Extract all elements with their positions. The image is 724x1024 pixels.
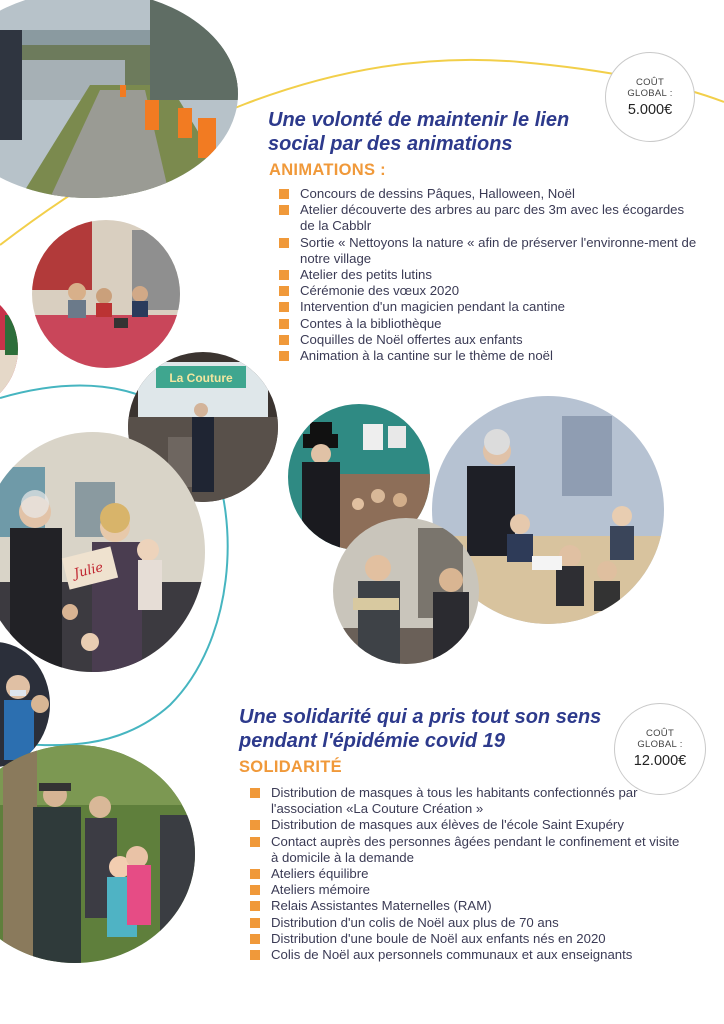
bullet-square-icon (250, 901, 260, 911)
list-item: Cérémonie des vœux 2020 (279, 283, 699, 299)
bullet-square-icon (250, 837, 260, 847)
title-line-1: Une solidarité qui a pris tout son sens (239, 706, 602, 728)
animations-list (279, 186, 699, 364)
list-item: Atelier des petits lutins (279, 267, 699, 283)
list-item: Contact auprès des personnes âgées pendant le confinement et visite à domicile à la demande (250, 834, 690, 866)
list-item: Intervention d'un magicien pendant la cantine (279, 299, 699, 315)
cost-badge-solidarity (614, 703, 706, 795)
list-item: Ateliers équilibre (250, 866, 690, 882)
photo-craft-workshop (32, 220, 180, 368)
bullet-square-icon (279, 319, 289, 329)
list-item: Distribution d'une boule de Noël aux enfants nés en 2020 (250, 931, 690, 947)
list-item: Animation à la cantine sur le thème de noël (279, 348, 699, 364)
bullet-square-icon (279, 286, 289, 296)
bullet-square-icon (250, 885, 260, 895)
list-item: Coquilles de Noël offertes aux enfants (279, 332, 699, 348)
list-item: Concours de dessins Pâques, Halloween, Noël (279, 186, 699, 202)
bullet-square-icon (279, 302, 289, 312)
bullet-square-icon (279, 189, 289, 199)
solidarity-list (250, 785, 690, 963)
bullet-square-icon (279, 351, 289, 361)
bullet-square-icon (250, 788, 260, 798)
list-item: Distribution d'un colis de Noël aux plus de 70 ans (250, 915, 690, 931)
list-item: Ateliers mémoire (250, 882, 690, 898)
bullet-square-icon (279, 270, 289, 280)
section-title-animations (268, 108, 569, 156)
bullet-square-icon (250, 820, 260, 830)
list-item: Atelier découverte des arbres au parc des 3m avec les écogardes de la Cabblr (279, 202, 699, 234)
title-line-2: social par des animations (268, 133, 513, 155)
cost-label-line1: COÛT (645, 728, 675, 739)
list-item: Contes à la bibliothèque (279, 316, 699, 332)
cost-label-line1: COÛT (635, 77, 665, 88)
cost-amount: 12.000€ (633, 753, 687, 769)
cost-label-line2: GLOBAL : (627, 88, 673, 99)
list-item: Colis de Noël aux personnels communaux et aux enseignants (250, 947, 690, 963)
cost-badge-animations (605, 52, 695, 142)
subtitle-solidarity: SOLIDARITÉ (239, 758, 342, 776)
banner-text: La Couture (169, 371, 233, 385)
photo-volunteer-gift (333, 518, 479, 664)
sign-text: Julie (72, 560, 105, 582)
subtitle-animations: ANIMATIONS : (269, 161, 386, 179)
bullet-square-icon (250, 869, 260, 879)
bullet-square-icon (250, 934, 260, 944)
list-item: Sortie « Nettoyons la nature « afin de préserver l'environne-ment de notre village (279, 235, 699, 267)
list-item: Distribution de masques aux élèves de l'école Saint Exupéry (250, 817, 690, 833)
list-item: Relais Assistantes Maternelles (RAM) (250, 898, 690, 914)
bullet-square-icon (279, 238, 289, 248)
cost-label-line2: GLOBAL : (637, 739, 683, 750)
bullet-square-icon (279, 205, 289, 215)
bullet-square-icon (279, 335, 289, 345)
list-item: Distribution de masques à tous les habitants confectionnés par l'association «La Couture Création » (250, 785, 690, 817)
title-line-1: Une volonté de maintenir le lien (268, 109, 570, 131)
section-title-solidarity (239, 705, 601, 753)
bullet-square-icon (250, 950, 260, 960)
title-line-2: pendant l'épidémie covid 19 (239, 730, 505, 752)
bullet-square-icon (250, 918, 260, 928)
cost-amount: 5.000€ (627, 102, 673, 118)
